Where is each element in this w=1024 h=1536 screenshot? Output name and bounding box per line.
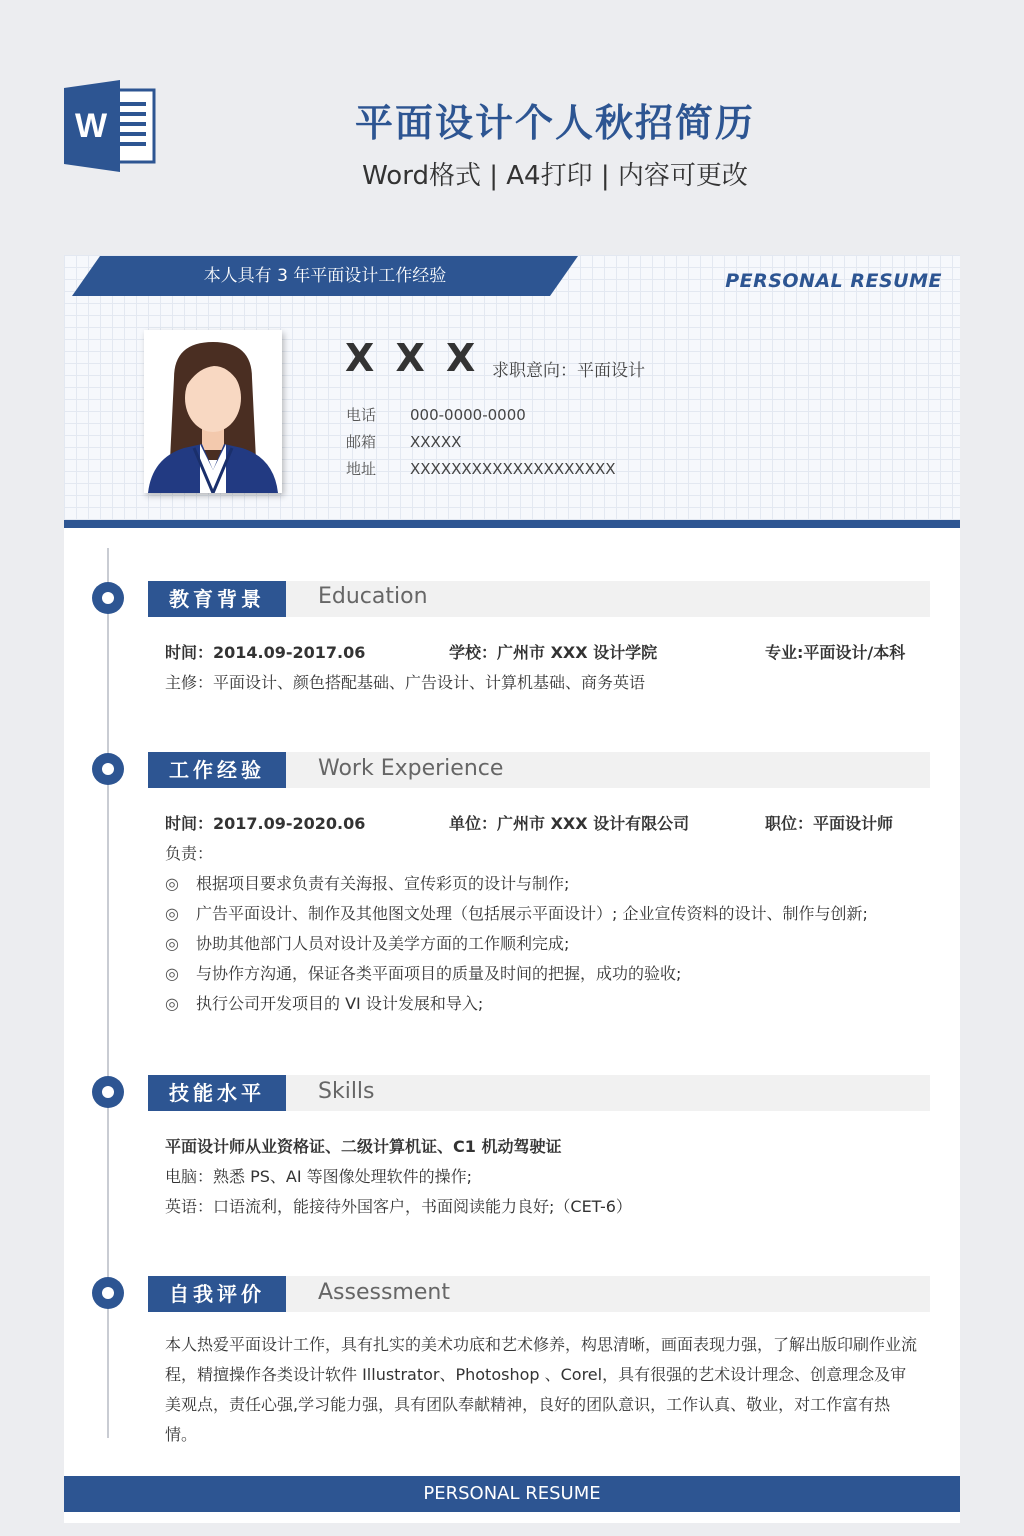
info-label: 地址 (346, 460, 377, 478)
list-item (165, 931, 569, 954)
footer-bar: PERSONAL RESUME (64, 1476, 960, 1512)
duty-text: 根据项目要求负责有关海报、宣传彩页的设计与制作; (196, 874, 570, 893)
info-phone (346, 404, 526, 425)
skills-title-en: Skills (318, 1079, 375, 1104)
timeline-dot (92, 753, 124, 785)
skills-computer: 电脑：熟悉 PS、AI 等图像处理软件的操作; (165, 1167, 473, 1186)
experience-ribbon-text: 本人具有 3 年平面设计工作经验 (203, 266, 447, 286)
page-subtitle: Word格式 | A4打印 | 内容可更改 (362, 161, 748, 191)
work-company: 单位：广州市 XXX 设计有限公司 (449, 814, 690, 833)
timeline-dot (92, 1076, 124, 1108)
skills-english: 英语：口语流利，能接待外国客户，书面阅读能力良好;（CET-6） (165, 1197, 632, 1216)
work-title: 工作经验 (148, 752, 286, 788)
work-title-en: Work Experience (318, 756, 504, 781)
list-item (165, 961, 681, 984)
education-courses: 主修：平面设计、颜色搭配基础、广告设计、计算机基础、商务英语 (165, 673, 646, 692)
personal-resume-label: PERSONAL RESUME (725, 270, 942, 292)
bullet-icon: ◎ (165, 964, 179, 983)
phone-value: 000-0000-0000 (410, 406, 526, 424)
timeline-dot (92, 582, 124, 614)
work-position: 职位：平面设计师 (765, 814, 894, 833)
work-duty-label: 负责： (165, 844, 214, 863)
info-label: 电话 (346, 406, 377, 424)
email-value: XXXXX (410, 433, 462, 451)
avatar (144, 330, 282, 493)
education-title-en: Education (318, 584, 428, 609)
duty-text: 协助其他部门人员对设计及美学方面的工作顺利完成; (196, 934, 570, 953)
bullet-icon: ◎ (165, 934, 179, 953)
list-item (165, 901, 868, 924)
page-title: 平面设计个人秋招简历 (354, 101, 755, 145)
info-label: 邮箱 (346, 433, 377, 451)
education-school: 学校：广州市 XXX 设计学院 (449, 643, 658, 662)
header-divider (64, 520, 960, 528)
assessment-text: 本人热爱平面设计工作，具有扎实的美术功底和艺术修养，构思清晰，画面表现力强，了解出版印刷作业流程，精擅操作各类设计软件 Illustrator、Photoshop 、Corel，具有很强的艺术设计理念、创意理念及审美观点，责任心强,学习能力强，具有团队奉献精神，良好的团队意识，工作认真、敬业，对工作富有热情。 (165, 1335, 918, 1444)
education-title: 教育背景 (148, 581, 286, 617)
list-item (165, 991, 483, 1014)
assessment-title-en: Assessment (318, 1280, 450, 1305)
word-icon-letter: W (74, 107, 108, 145)
assessment-title: 自我评价 (148, 1276, 286, 1312)
info-address (346, 458, 616, 479)
duty-text: 执行公司开发项目的 VI 设计发展和导入; (196, 994, 484, 1013)
education-major: 专业:平面设计/本科 (765, 643, 906, 662)
bullet-icon: ◎ (165, 874, 179, 893)
education-time: 时间：2014.09-2017.06 (165, 643, 366, 662)
timeline-dot (92, 1277, 124, 1309)
skills-certs: 平面设计师从业资格证、二级计算机证、C1 机动驾驶证 (165, 1137, 562, 1156)
address-value: XXXXXXXXXXXXXXXXXXXX (410, 460, 616, 478)
duty-text: 与协作方沟通，保证各类平面项目的质量及时间的把握，成功的验收; (196, 964, 682, 983)
work-time: 时间：2017.09-2020.06 (165, 814, 366, 833)
candidate-name: X X X (345, 336, 480, 380)
bullet-icon: ◎ (165, 904, 179, 923)
job-intent: 求职意向：平面设计 (492, 361, 645, 381)
duty-text: 广告平面设计、制作及其他图文处理（包括展示平面设计）; 企业宣传资料的设计、制作与创新; (196, 904, 868, 923)
list-item (165, 871, 569, 894)
info-email (346, 431, 461, 452)
skills-title: 技能水平 (148, 1075, 286, 1111)
bullet-icon: ◎ (165, 994, 179, 1013)
